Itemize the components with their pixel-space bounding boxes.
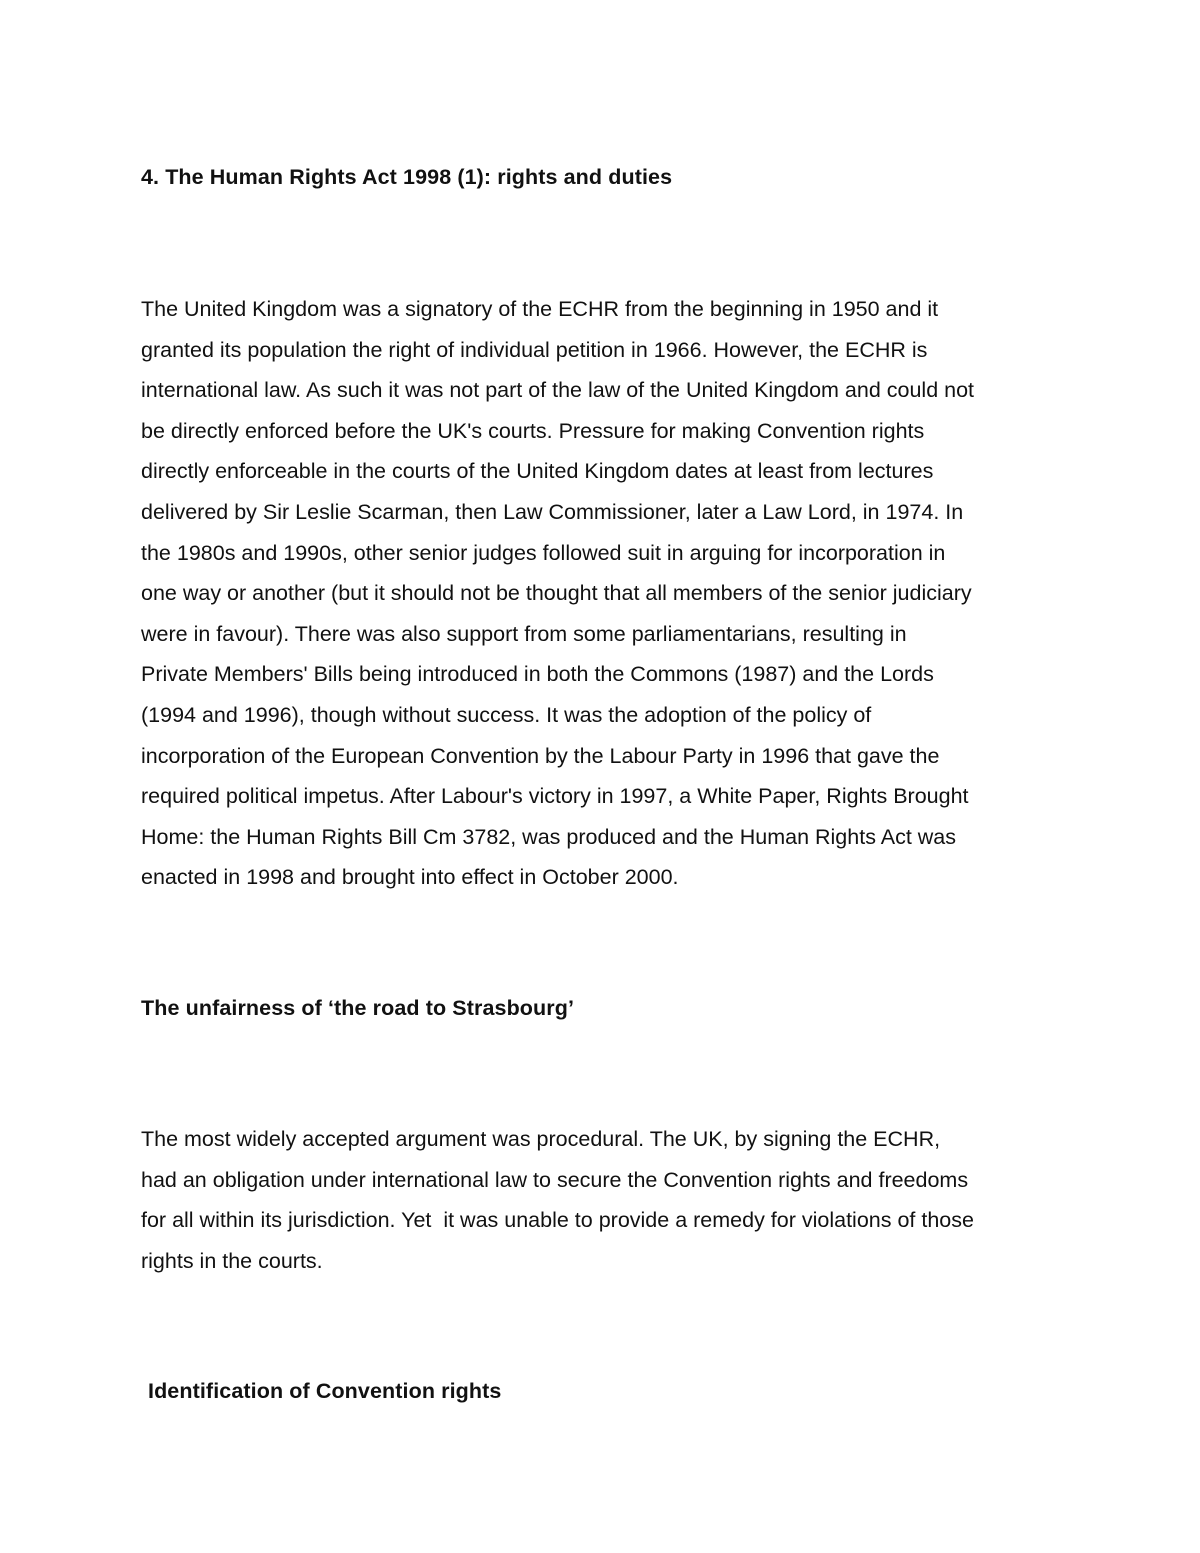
paragraph-procedural-argument <box>141 1119 974 1281</box>
text-line: (1994 and 1996), though without success. It was the adoption of the policy of <box>141 702 872 727</box>
section-heading-human-rights-act: 4. The Human Rights Act 1998 (1): rights and duties <box>141 165 673 189</box>
text-line: had an obligation under international law to secure the Convention rights and freedoms <box>141 1167 969 1192</box>
paragraph-background <box>141 289 974 898</box>
text-line: directly enforceable in the courts of the United Kingdom dates at least from lectures <box>141 459 934 484</box>
text-line: for all within its jurisdiction. Yet it was unable to provide a remedy for violations of those <box>141 1208 974 1233</box>
text-line: Private Members' Bills being introduced in both the Commons (1987) and the Lords <box>141 662 934 687</box>
text-line: The most widely accepted argument was procedural. The UK, by signing the ECHR, <box>141 1127 941 1151</box>
text-line: The United Kingdom was a signatory of the ECHR from the beginning in 1950 and it <box>141 297 939 321</box>
text-line: were in favour). There was also support from some parliamentarians, resulting in <box>141 621 907 646</box>
section-heading-convention-rights: Identification of Convention rights <box>148 1379 502 1403</box>
text-line: Home: the Human Rights Bill Cm 3782, was produced and the Human Rights Act was <box>141 824 957 849</box>
text-line: the 1980s and 1990s, other senior judges followed suit in arguing for incorporation in <box>141 540 946 565</box>
text-line: granted its population the right of individual petition in 1966. However, the ECHR is <box>141 337 928 362</box>
text-line: one way or another (but it should not be thought that all members of the senior judiciary <box>141 581 972 606</box>
text-line: enacted in 1998 and brought into effect in October 2000. <box>141 865 679 890</box>
text-line: rights in the courts. <box>141 1248 323 1273</box>
text-line: required political impetus. After Labour's victory in 1997, a White Paper, Rights Brought <box>141 784 969 809</box>
section-heading-road-to-strasbourg: The unfairness of ‘the road to Strasbourg’ <box>141 996 575 1020</box>
text-line: be directly enforced before the UK's courts. Pressure for making Convention rights <box>141 418 925 443</box>
text-line: incorporation of the European Convention by the Labour Party in 1996 that gave the <box>141 743 940 768</box>
text-line: international law. As such it was not part of the law of the United Kingdom and could not <box>141 378 975 403</box>
text-line: delivered by Sir Leslie Scarman, then Law Commissioner, later a Law Lord, in 1974. In <box>141 499 964 524</box>
